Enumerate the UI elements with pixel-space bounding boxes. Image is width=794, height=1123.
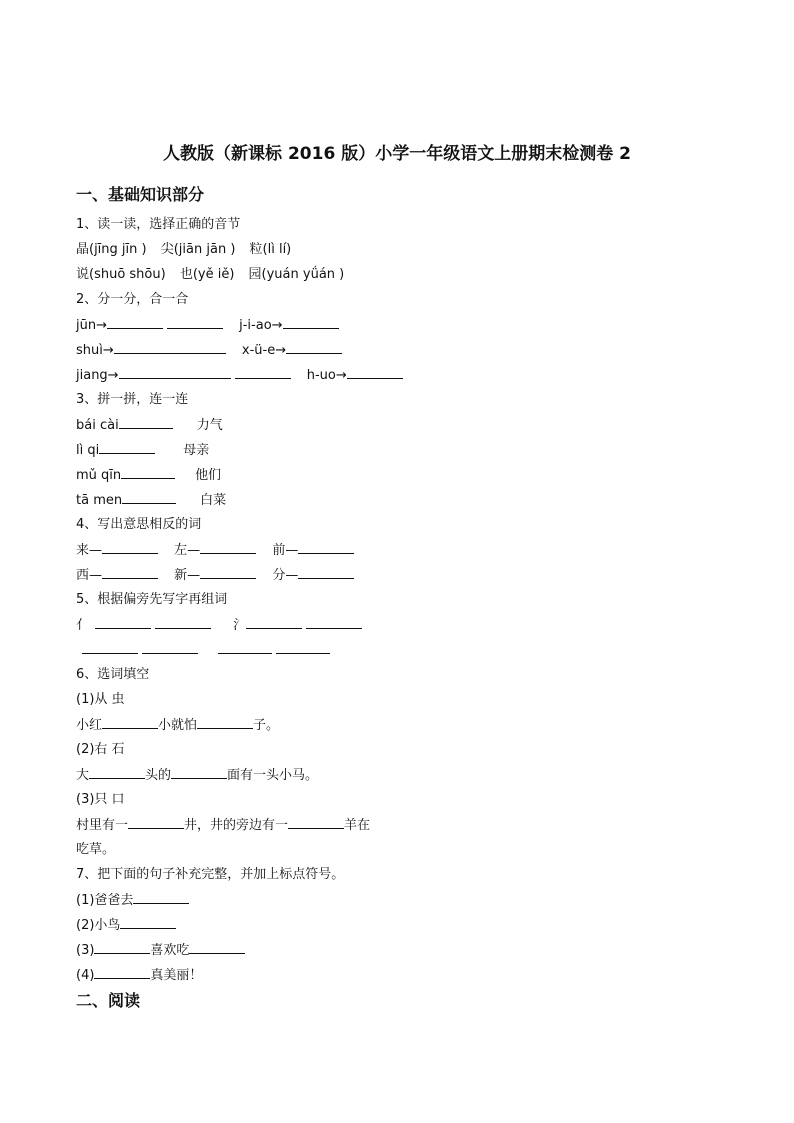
q6-part3-sentence (76, 816, 370, 835)
q6-part1-sentence (76, 716, 279, 735)
answer-blank[interactable] (94, 941, 150, 954)
q1-item[interactable]: 粒(lì lí) (249, 242, 292, 257)
q2-prompt: jiang→ (76, 368, 119, 383)
sentence-text: 羊在 (344, 818, 371, 833)
answer-blank[interactable] (120, 916, 176, 929)
answer-blank[interactable] (142, 641, 198, 654)
q6-heading: 6、选词填空 (76, 667, 150, 682)
q3-row (76, 466, 221, 485)
q6-part3-continued: 吃草。 (76, 842, 116, 857)
q7-heading: 7、把下面的句子补充完整，并加上标点符号。 (76, 867, 345, 882)
q3-pinyin: tā men (76, 493, 123, 508)
q4-heading: 4、写出意思相反的词 (76, 517, 202, 532)
q1-line2 (76, 266, 344, 284)
answer-blank[interactable] (200, 566, 256, 579)
q4-prompt: 新— (174, 568, 201, 583)
sentence-text: 头的 (145, 768, 172, 783)
answer-blank[interactable] (102, 566, 158, 579)
answer-blank[interactable] (102, 541, 158, 554)
answer-blank[interactable] (155, 616, 211, 629)
answer-blank[interactable] (283, 316, 339, 329)
q3-pinyin: bái cài (76, 418, 119, 433)
sentence-text: 井，井的旁边有一 (184, 818, 289, 833)
q4-prompt: 前— (272, 543, 299, 558)
q1-item[interactable]: 尖(jiān jān ) (160, 242, 236, 257)
answer-blank[interactable] (306, 616, 362, 629)
answer-blank[interactable] (347, 366, 403, 379)
radical-shui: 氵 (233, 618, 247, 633)
answer-blank[interactable] (128, 816, 184, 829)
sentence-text: 子。 (253, 718, 280, 733)
sentence-text: 大 (76, 768, 90, 783)
q5-heading: 5、根据偏旁先写字再组词 (76, 592, 228, 607)
q2-prompt: shuì→ (76, 343, 114, 358)
q4-row2 (76, 566, 354, 585)
answer-blank[interactable] (246, 616, 302, 629)
sentence-text: 喜欢吃 (150, 943, 190, 958)
q4-prompt: 分— (272, 568, 299, 583)
q6-part1-options: (1)从 虫 (76, 692, 125, 707)
answer-blank[interactable] (133, 891, 189, 904)
q3-heading: 3、拼一拼，连一连 (76, 392, 189, 407)
q2-row3 (76, 366, 403, 385)
sentence-text: (3) (76, 943, 95, 958)
q3-pinyin: lì qi (76, 443, 100, 458)
sentence-text: 面有一头小马。 (227, 768, 319, 783)
q3-row (76, 441, 209, 460)
answer-blank[interactable] (107, 316, 163, 329)
answer-blank[interactable] (218, 641, 272, 654)
answer-blank[interactable] (197, 716, 253, 729)
q7-sentence2 (76, 916, 176, 935)
q7-sentence3 (76, 941, 245, 960)
answer-blank[interactable] (298, 566, 354, 579)
q3-word[interactable]: 母亲 (183, 443, 210, 458)
sentence-text: 小红 (76, 718, 103, 733)
section-heading-basics: 一、基础知识部分 (76, 185, 205, 204)
q6-part2-sentence (76, 766, 318, 785)
q4-prompt: 西— (76, 568, 103, 583)
answer-blank[interactable] (200, 541, 256, 554)
answer-blank[interactable] (276, 641, 330, 654)
answer-blank[interactable] (235, 366, 291, 379)
answer-blank[interactable] (286, 341, 342, 354)
q1-heading: 1、读一读，选择正确的音节 (76, 217, 241, 232)
answer-blank[interactable] (298, 541, 354, 554)
q6-part2-options: (2)右 石 (76, 742, 125, 757)
answer-blank[interactable] (171, 766, 227, 779)
q2-prompt: h-uo→ (306, 368, 347, 383)
answer-blank[interactable] (288, 816, 344, 829)
q1-item[interactable]: 说(shuō shōu) (76, 267, 166, 282)
answer-blank[interactable] (119, 366, 231, 379)
q3-word[interactable]: 他们 (195, 468, 222, 483)
sentence-text: (2)小鸟 (76, 918, 121, 933)
answer-blank[interactable] (121, 466, 175, 479)
sentence-text: (1)爸爸去 (76, 893, 134, 908)
sentence-text: 真美丽！ (150, 968, 203, 983)
q4-row1 (76, 541, 354, 560)
answer-blank[interactable] (189, 941, 245, 954)
answer-blank[interactable] (167, 316, 223, 329)
sentence-text: 小就怕 (158, 718, 198, 733)
q1-line1 (76, 241, 291, 259)
q2-heading: 2、分一分，合一合 (76, 292, 189, 307)
q5-row2 (76, 641, 330, 660)
q3-word[interactable]: 力气 (196, 418, 223, 433)
sentence-text: 村里有一 (76, 818, 129, 833)
q3-row (76, 491, 226, 510)
sentence-text: (4) (76, 968, 95, 983)
q7-sentence4 (76, 966, 202, 985)
q2-row2 (76, 341, 342, 360)
q3-pinyin: mǔ qīn (76, 468, 122, 483)
q1-item[interactable]: 也(yě iě) (179, 267, 235, 282)
q1-item[interactable]: 园(yuán yǘán ) (248, 267, 345, 282)
answer-blank[interactable] (89, 766, 145, 779)
q5-row1 (76, 616, 362, 635)
q4-prompt: 左— (174, 543, 201, 558)
answer-blank[interactable] (114, 341, 226, 354)
answer-blank[interactable] (102, 716, 158, 729)
q3-word[interactable]: 白菜 (200, 493, 227, 508)
q4-prompt: 来— (76, 543, 103, 558)
q6-part3-options: (3)只 口 (76, 792, 125, 807)
answer-blank[interactable] (99, 441, 155, 454)
page-title: 人教版（新课标 2016 版）小学一年级语文上册期末检测卷 2 (163, 144, 631, 164)
answer-blank[interactable] (94, 966, 150, 979)
answer-blank[interactable] (82, 641, 138, 654)
q2-prompt: x-ü-e→ (241, 343, 287, 358)
q2-prompt: j-i-ao→ (239, 318, 283, 333)
q2-row1 (76, 316, 339, 335)
q1-item[interactable]: 晶(jīng jīn ) (76, 242, 147, 257)
answer-blank[interactable] (95, 616, 151, 629)
radical-ren: 亻 (76, 618, 90, 633)
section-heading-reading: 二、阅读 (76, 991, 141, 1010)
answer-blank[interactable] (122, 491, 176, 504)
q3-row (76, 416, 223, 435)
q2-prompt: jūn→ (76, 318, 107, 333)
answer-blank[interactable] (119, 416, 173, 429)
q7-sentence1 (76, 891, 189, 910)
